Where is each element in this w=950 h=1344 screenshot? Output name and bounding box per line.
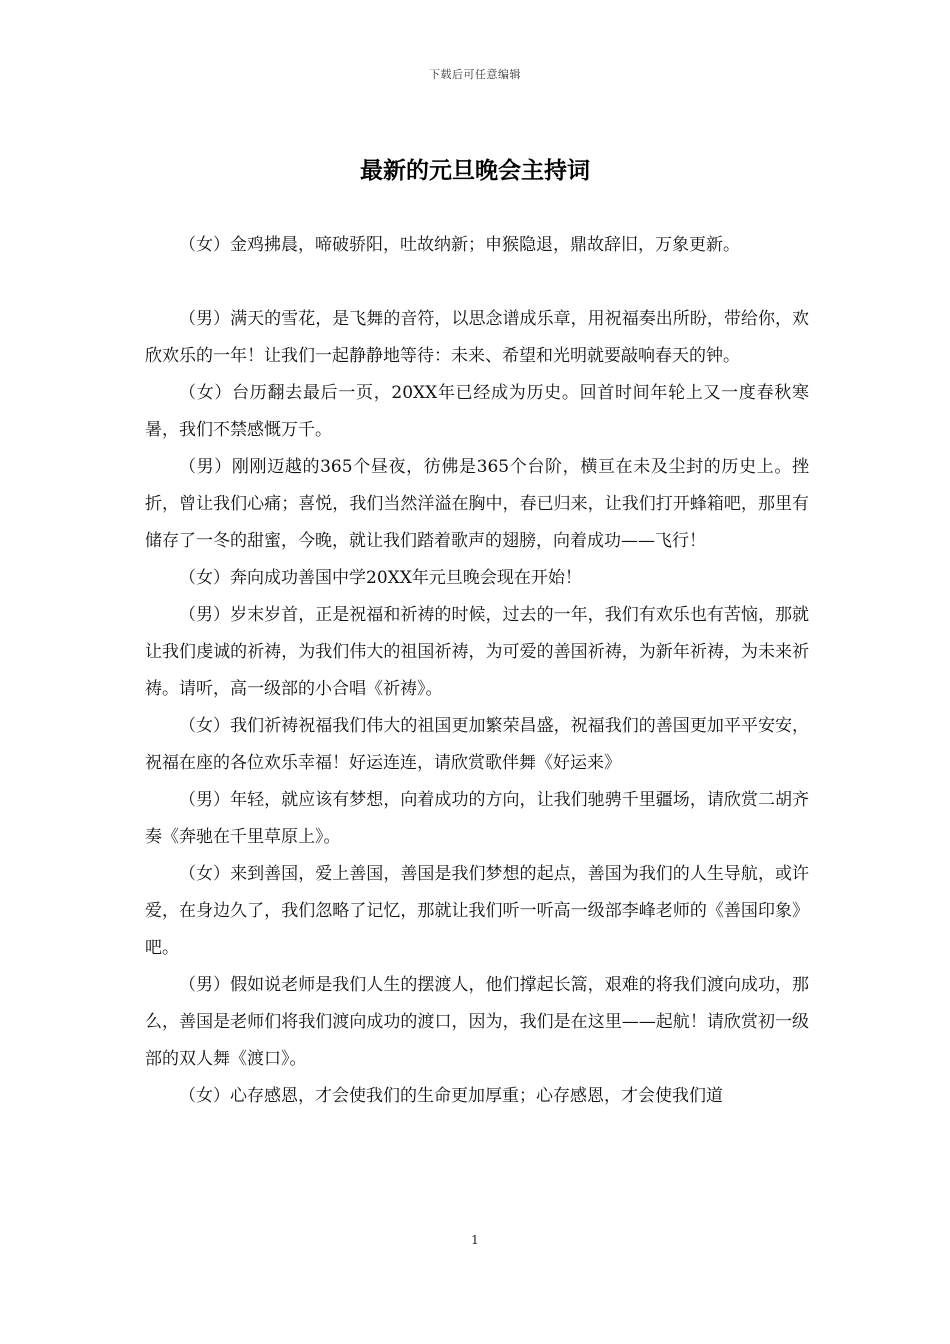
document-body	[145, 227, 809, 1115]
document-title: 最新的元旦晚会主持词	[360, 157, 590, 184]
paragraph: （男）满天的雪花，是飞舞的音符，以思念谱成乐章，用祝福奏出所盼，带给你，欢欣欢乐的一年！让我们一起静静地等待：未来、希望和光明就要敲响春天的钟。	[145, 309, 809, 366]
page-header-note: 下载后可任意编辑	[429, 68, 521, 81]
paragraph: （男）岁末岁首，正是祝福和祈祷的时候，过去的一年，我们有欢乐也有苦恼，那就让我们虔诚的祈祷，为我们伟大的祖国祈祷，为可爱的善国祈祷，为新年祈祷，为未来祈祷。请听，高一级部的小合唱《祈祷》。	[145, 605, 809, 699]
paragraph: （女）台历翻去最后一页，20XX年已经成为历史。回首时间年轮上又一度春秋寒暑，我们不禁感慨万千。	[145, 383, 809, 440]
paragraph: （女）奔向成功善国中学20XX年元旦晚会现在开始！	[179, 568, 582, 588]
paragraph: （女）金鸡拂晨，啼破骄阳，吐故纳新；申猴隐退，鼎故辞旧，万象更新。	[179, 235, 740, 255]
paragraph: （男）年轻，就应该有梦想，向着成功的方向，让我们驰骋千里疆场，请欣赏二胡齐奏《奔驰在千里草原上》。	[145, 790, 809, 847]
paragraph: （男）假如说老师是我们人生的摆渡人，他们撑起长篙，艰难的将我们渡向成功，那么，善国是老师们将我们渡向成功的渡口，因为，我们是在这里——起航！请欣赏初一级部的双人舞《渡口》。	[145, 975, 809, 1069]
paragraph: （男）刚刚迈越的365个昼夜，彷佛是365个台阶，横亘在未及尘封的历史上。挫折，曾让我们心痛；喜悦，我们当然洋溢在胸中，春已归来，让我们打开蜂箱吧，那里有储存了一冬的甜蜜，今晚，就让我们踏着歌声的翅膀，向着成功——飞行！	[145, 457, 809, 551]
paragraph: （女）我们祈祷祝福我们伟大的祖国更加繁荣昌盛，祝福我们的善国更加平平安安，祝福在座的各位欢乐幸福！好运连连，请欣赏歌伴舞《好运来》	[145, 716, 809, 773]
paragraph: （女）心存感恩，才会使我们的生命更加厚重；心存感恩，才会使我们道	[179, 1086, 723, 1106]
paragraph: （女）来到善国，爱上善国，善国是我们梦想的起点，善国为我们的人生导航，或许爱，在身边久了，我们忽略了记忆，那就让我们听一听高一级部李峰老师的《善国印象》吧。	[145, 864, 809, 958]
page-number: 1	[471, 1233, 479, 1247]
